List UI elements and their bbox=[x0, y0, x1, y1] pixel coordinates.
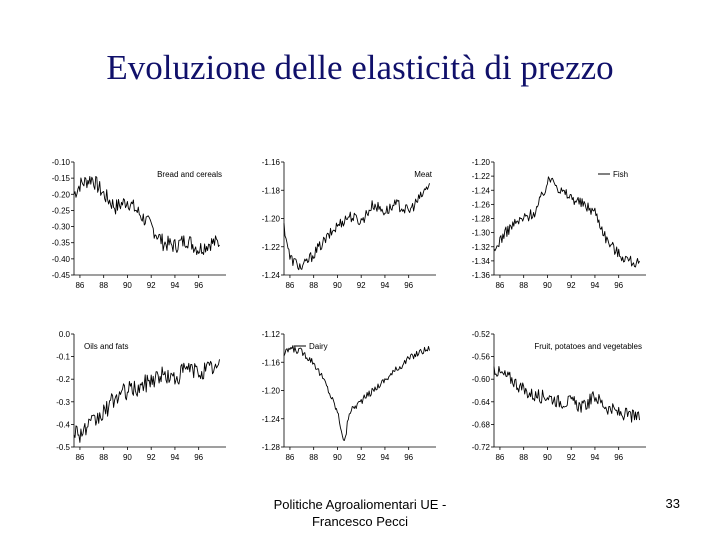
x-tick-label: 94 bbox=[170, 453, 180, 462]
series-line bbox=[284, 183, 430, 269]
y-tick-label: -1.22 bbox=[261, 242, 280, 252]
x-tick-label: 92 bbox=[146, 453, 156, 462]
x-tick-label: 90 bbox=[542, 453, 552, 462]
y-tick-label: -0.15 bbox=[51, 174, 70, 184]
y-tick-label: -0.25 bbox=[51, 206, 70, 216]
slide-title: Evoluzione delle elasticità di prezzo bbox=[106, 48, 614, 87]
page-number: 33 bbox=[665, 496, 680, 511]
x-tick-label: 88 bbox=[309, 453, 319, 462]
legend-label: Oils and fats bbox=[84, 342, 129, 351]
x-tick-label: 96 bbox=[404, 453, 414, 462]
y-tick-label: -1.20 bbox=[261, 214, 280, 224]
y-tick-label: -1.32 bbox=[471, 242, 490, 252]
y-tick-label: -0.56 bbox=[471, 352, 490, 362]
x-tick-label: 88 bbox=[99, 281, 109, 290]
x-tick-label: 86 bbox=[495, 281, 505, 290]
x-tick-label: 88 bbox=[309, 281, 319, 290]
axis-frame bbox=[284, 162, 436, 275]
panel-meat bbox=[240, 148, 440, 298]
x-tick-label: 86 bbox=[285, 453, 295, 462]
legend-label: Dairy bbox=[309, 342, 328, 351]
x-tick-label: 96 bbox=[194, 453, 204, 462]
y-tick-label: 0.0 bbox=[58, 330, 70, 339]
panel-fruit-potatoes-vegetables bbox=[450, 320, 650, 470]
x-tick-label: 90 bbox=[542, 281, 552, 290]
y-tick-label: -0.30 bbox=[51, 222, 70, 232]
y-tick-label: -0.3 bbox=[56, 397, 70, 407]
legend-label: Bread and cereals bbox=[157, 170, 222, 179]
x-tick-label: 88 bbox=[519, 281, 529, 290]
y-tick-label: -0.45 bbox=[51, 271, 70, 280]
x-tick-label: 96 bbox=[194, 281, 204, 290]
y-tick-label: -1.22 bbox=[471, 172, 490, 182]
y-tick-label: -1.34 bbox=[471, 256, 490, 266]
x-tick-label: 90 bbox=[332, 281, 342, 290]
x-tick-label: 90 bbox=[332, 453, 342, 462]
x-tick-label: 94 bbox=[590, 281, 600, 290]
x-tick-label: 96 bbox=[614, 281, 624, 290]
x-tick-label: 92 bbox=[356, 453, 366, 462]
x-tick-label: 94 bbox=[380, 453, 390, 462]
y-tick-label: -1.24 bbox=[261, 414, 280, 424]
panel-oils-and-fats bbox=[30, 320, 230, 470]
y-tick-label: -1.16 bbox=[261, 358, 280, 368]
y-tick-label: -1.30 bbox=[471, 228, 490, 238]
y-tick-label: -1.28 bbox=[261, 443, 280, 452]
x-tick-label: 92 bbox=[356, 281, 366, 290]
axis-frame bbox=[284, 334, 436, 447]
legend-label: Meat bbox=[414, 170, 432, 179]
x-tick-label: 96 bbox=[614, 453, 624, 462]
series-line bbox=[494, 367, 640, 423]
x-tick-label: 92 bbox=[566, 453, 576, 462]
y-tick-label: -0.64 bbox=[471, 397, 490, 407]
x-tick-label: 86 bbox=[285, 281, 295, 290]
y-tick-label: -1.28 bbox=[471, 214, 490, 224]
x-tick-label: 90 bbox=[122, 453, 132, 462]
series-line bbox=[284, 346, 430, 441]
y-tick-label: -1.26 bbox=[471, 200, 490, 210]
x-tick-label: 94 bbox=[590, 453, 600, 462]
legend-label: Fruit, potatoes and vegetables bbox=[534, 342, 642, 351]
x-tick-label: 96 bbox=[404, 281, 414, 290]
y-tick-label: -0.5 bbox=[56, 443, 70, 452]
y-tick-label: -1.36 bbox=[471, 271, 490, 280]
panel-bread-and-cereals bbox=[30, 148, 230, 298]
y-tick-label: -1.16 bbox=[261, 158, 280, 167]
x-tick-label: 94 bbox=[170, 281, 180, 290]
y-tick-label: -0.2 bbox=[56, 375, 70, 385]
panel-dairy bbox=[240, 320, 440, 470]
legend-label: Fish bbox=[613, 170, 629, 179]
y-tick-label: -1.20 bbox=[261, 386, 280, 396]
x-tick-label: 92 bbox=[146, 281, 156, 290]
y-tick-label: -0.40 bbox=[51, 254, 70, 264]
y-tick-label: -1.18 bbox=[261, 186, 280, 196]
y-tick-label: -0.52 bbox=[471, 330, 490, 339]
y-tick-label: -0.10 bbox=[51, 158, 70, 167]
x-tick-label: 90 bbox=[122, 281, 132, 290]
y-tick-label: -0.1 bbox=[56, 352, 70, 362]
y-tick-label: -0.20 bbox=[51, 190, 70, 200]
panel-fish bbox=[450, 148, 650, 298]
y-tick-label: -0.35 bbox=[51, 238, 70, 248]
x-tick-label: 94 bbox=[380, 281, 390, 290]
x-tick-label: 88 bbox=[99, 453, 109, 462]
x-tick-label: 86 bbox=[495, 453, 505, 462]
x-tick-label: 92 bbox=[566, 281, 576, 290]
y-tick-label: -1.20 bbox=[471, 158, 490, 167]
y-tick-label: -1.12 bbox=[261, 330, 280, 339]
y-tick-label: -1.24 bbox=[261, 271, 280, 280]
footer-text: Politiche Agroaliomentari UE - Francesco Pecci bbox=[273, 497, 447, 529]
y-tick-label: -0.68 bbox=[471, 420, 490, 430]
x-tick-label: 86 bbox=[75, 453, 85, 462]
y-tick-label: -0.60 bbox=[471, 375, 490, 385]
series-line bbox=[74, 359, 220, 442]
x-tick-label: 88 bbox=[519, 453, 529, 462]
y-tick-label: -0.4 bbox=[56, 420, 70, 430]
series-line bbox=[74, 176, 220, 254]
x-tick-label: 86 bbox=[75, 281, 85, 290]
series-line bbox=[494, 177, 640, 267]
y-tick-label: -0.72 bbox=[471, 443, 490, 452]
y-tick-label: -1.24 bbox=[471, 186, 490, 196]
